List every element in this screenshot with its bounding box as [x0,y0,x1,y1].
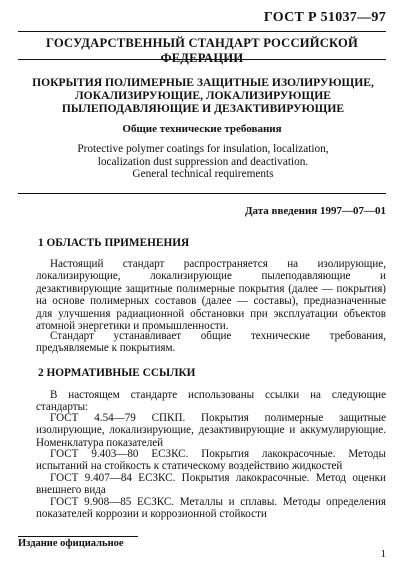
reference-1 [36,412,386,449]
reference-2-text: ГОСТ 9.403—80 ЕСЗКС. Покрытия лакокрасочные. Методы испытаний на стойкость к статическому воздействию жидкостей [36,448,386,473]
reference-2 [36,448,386,473]
document-title [24,76,382,115]
title-rule [18,193,386,194]
title-line-2: ЛОКАЛИЗИРУЮЩИЕ, ЛОКАЛИЗИРУЮЩИЕ [75,89,331,102]
english-title-line-2: localization dust suppression and deactivation. [97,155,309,168]
english-title [30,143,376,181]
official-edition-label: Издание официальное [18,538,124,549]
section-2-intro-text: В настоящем стандарте использованы ссылки на следующие стандарты: [36,389,386,414]
section-1-heading: 1 ОБЛАСТЬ ПРИМЕНЕНИЯ [38,237,190,249]
footer-rule [18,536,138,537]
top-rule [18,31,386,32]
reference-4 [36,496,386,521]
section-2-heading: 2 НОРМАТИВНЫЕ ССЫЛКИ [38,367,196,379]
reference-1-text: ГОСТ 4.54—79 СПКП. Покрытия полимерные защитные изолирующие, локализирующие, дезактивирующие и аккумулирующие. Номенклатура показателей [36,412,386,449]
english-title-line-3: General technical requirements [132,168,274,181]
section-1-paragraph-2-text: Стандарт устанавливает общие технические требования, предъявляемые к покрытиям. [36,330,386,355]
section-1-paragraph-1-text: Настоящий стандарт распространяется на изолирующие, локализирующие, локализирующие пылеподавляющие и дезактивирующие защитные полимерные покрытия (далее — покрытия) на основе полимерных составов (далее — составы), предназначенные для улучшения радиационной обстановки при эксплуатации объектов атомной энергетики и промышленности. [36,258,386,333]
header-rule [18,59,386,60]
section-1-paragraph-2 [36,330,386,355]
page-number: 1 [380,548,386,560]
reference-3 [36,472,386,497]
section-2-intro [36,389,386,414]
effective-date: Дата введения 1997—07—01 [244,205,386,217]
reference-3-text: ГОСТ 9.407—84 ЕСЗКС. Покрытия лакокрасочные. Метод оценки внешнего вида [36,472,386,497]
title-line-1: ПОКРЫТИЯ ПОЛИМЕРНЫЕ ЗАЩИТНЫЕ ИЗОЛИРУЮЩИЕ, [32,76,374,89]
english-title-line-1: Protective polymer coatings for insulation, localization, [77,143,329,155]
state-standard-heading: ГОСУДАРСТВЕННЫЙ СТАНДАРТ РОССИЙСКОЙ ФЕДЕРАЦИИ [45,36,359,65]
reference-4-text: ГОСТ 9.908—85 ЕСЗКС. Металлы и сплавы. Методы определения показателей коррозии и коррозионной стойкости [36,496,386,521]
title-line-3: ПЫЛЕПОДАВЛЯЮЩИЕ И ДЕЗАКТИВИРУЮЩИЕ [61,102,345,115]
gost-number: ГОСТ Р 51037—97 [263,10,386,25]
section-1-paragraph-1 [36,258,386,332]
document-subtitle: Общие технические требования [122,123,282,135]
